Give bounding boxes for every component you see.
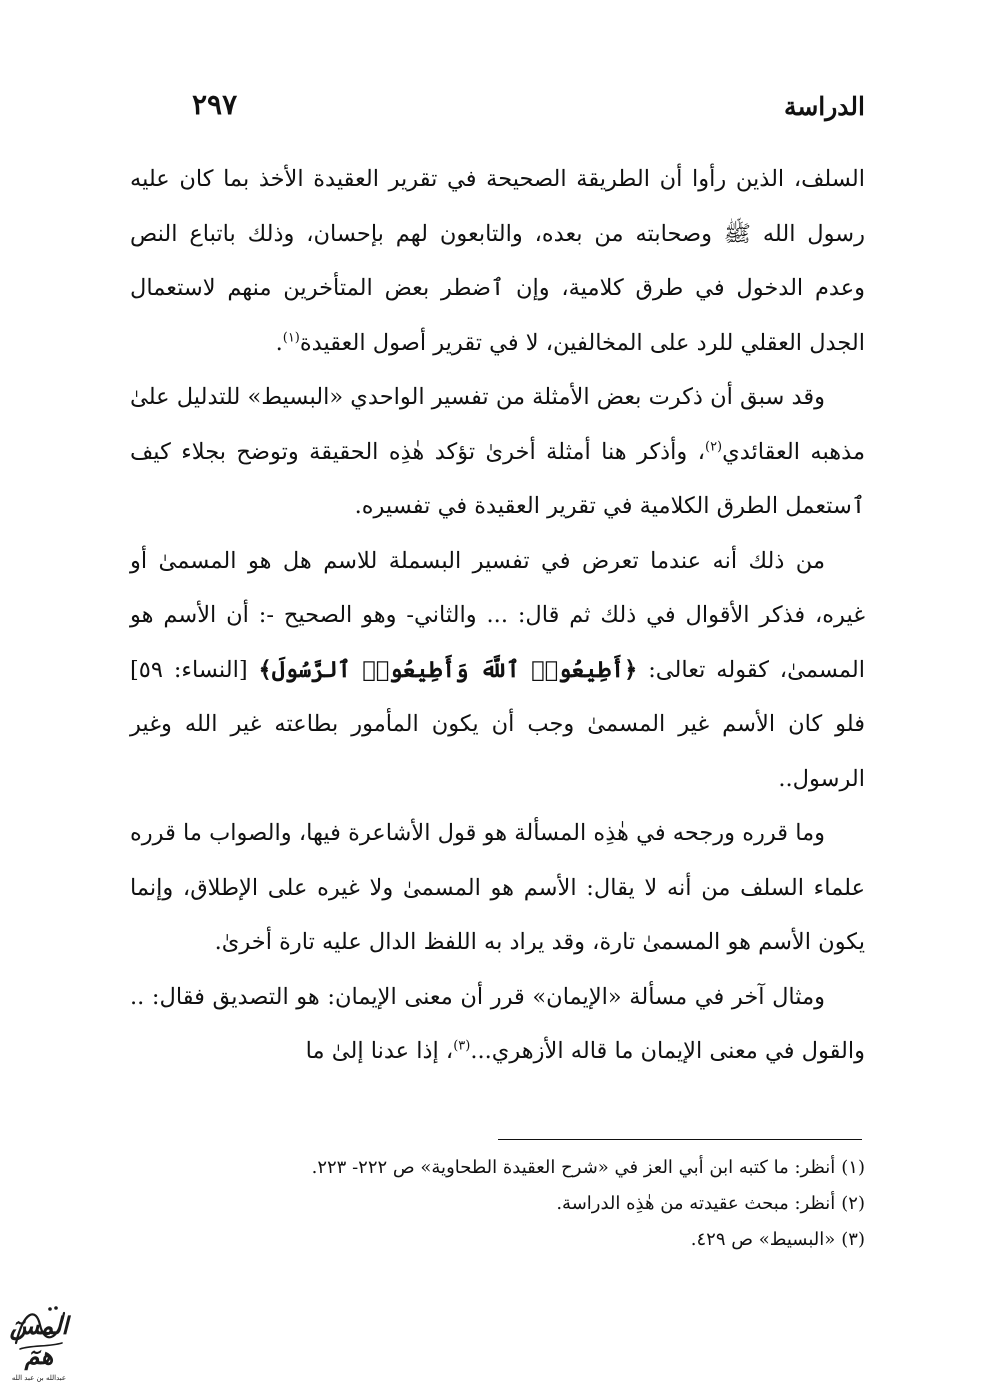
- watermark-text: المسٓ همٓ: [9, 1311, 69, 1370]
- footnote-text: «البسيط» ص ٤٢٩.: [690, 1229, 836, 1250]
- paragraph-text: وما قرره ورجحه في هٰذِه المسألة هو قول الأشاعرة فيها، والصواب ما قرره علماء السلف من أنه لا يقال: الأسم هو المسمىٰ ولا غيره على الإطلاق، وإنما يكون الأسم هو المسمىٰ تارة، وقد يراد به اللفظ الدال عليه تارة أخرىٰ.: [130, 820, 865, 955]
- paragraph-tail: .: [275, 329, 283, 356]
- footnote-text: أنظر: ما كتبه ابن أبي العز في «شرح العقيدة الطحاوية» ص ٢٢٢- ٢٢٣.: [311, 1157, 836, 1178]
- footnote-2: [130, 1186, 865, 1222]
- footnote-3: [130, 1222, 865, 1258]
- paragraph-3: [130, 534, 865, 807]
- paragraph-text-continued: فلو كان الأسم غير المسمىٰ وجب أن يكون المأمور بطاعته غير الله وغير الرسول..: [130, 711, 865, 792]
- running-header: [130, 88, 865, 136]
- paragraph-2: [130, 370, 865, 534]
- page-number: ٢٩٧: [192, 88, 238, 121]
- body-text: [130, 152, 865, 1079]
- watermark-logo: [2, 1285, 76, 1382]
- paragraph-tail: ، إذا عدنا إلىٰ ما: [305, 1038, 454, 1064]
- paragraph-text: من ذلك أنه عندما تعرض في تفسير البسملة للاسم هل هو المسمىٰ أو غيره، فذكر الأقوال في ذلك ثم قال: ... والثاني- وهو الصحيح -: أن الأسم هو المسمىٰ، كقوله تعالى:: [130, 547, 866, 683]
- footnote-reference: (٢): [704, 439, 723, 454]
- header-title: الدراسة: [783, 92, 865, 121]
- footnote-number: (٣): [841, 1229, 865, 1250]
- footnote-divider: [498, 1139, 862, 1140]
- paragraph-text: ومثال آخر في مسألة «الإيمان» قرر أن معنى الإيمان: هو التصديق فقال: .. والقول في معنى الإيمان ما قاله الأزهري...: [130, 983, 865, 1064]
- paragraph-4: [130, 806, 865, 970]
- footnote-reference: (٣): [453, 1038, 471, 1054]
- paragraph-1: [130, 152, 865, 370]
- quran-verse: ﴿أَطِيعُوا۟ ٱللَّهَ وَأَطِيعُوا۟ ٱلرَّسُولَ﴾: [258, 656, 638, 683]
- footnote-1: [130, 1150, 865, 1186]
- footnote-number: (٢): [841, 1193, 865, 1214]
- paragraph-text: السلف، الذين رأوا أن الطريقة الصحيحة في تقرير العقيدة الأخذ بما كان عليه رسول الله ﷺ وصحابته من بعده، والتابعون لهم بإحسان، وذلك باتباع النص وعدم الدخول في طرق كلامية، وإن ٱضطر بعض المتأخرين منهم لاستعمال الجدل العقلي للرد على المخالفين، لا في تقرير أصول العقيدة: [130, 166, 865, 356]
- paragraph-5: [130, 970, 865, 1079]
- paragraph-tail: ، وأذكر هنا أمثلة أخرىٰ تؤكد هٰذِه الحقيقة وتوضح بجلاء كيف ٱستعمل الطرق الكلامية في تقرير العقيدة في تفسيره.: [130, 438, 865, 519]
- footnote-reference: (١): [282, 330, 300, 345]
- watermark-swash-icon: [10, 1303, 68, 1353]
- footnotes: [130, 1150, 865, 1258]
- footnote-number: (١): [841, 1157, 865, 1178]
- footnote-text: أنظر: مبحث عقيدته من هٰذِه الدراسة.: [556, 1193, 836, 1214]
- paragraph-text: وقد سبق أن ذكرت بعض الأمثلة من تفسير الواحدي «البسيط» للتدليل علىٰ مذهبه العقائدي: [129, 384, 865, 465]
- watermark-subtext: عبدالله بن عبد الله: [11, 1374, 67, 1382]
- verse-citation: [النساء: ٥٩]: [130, 656, 248, 683]
